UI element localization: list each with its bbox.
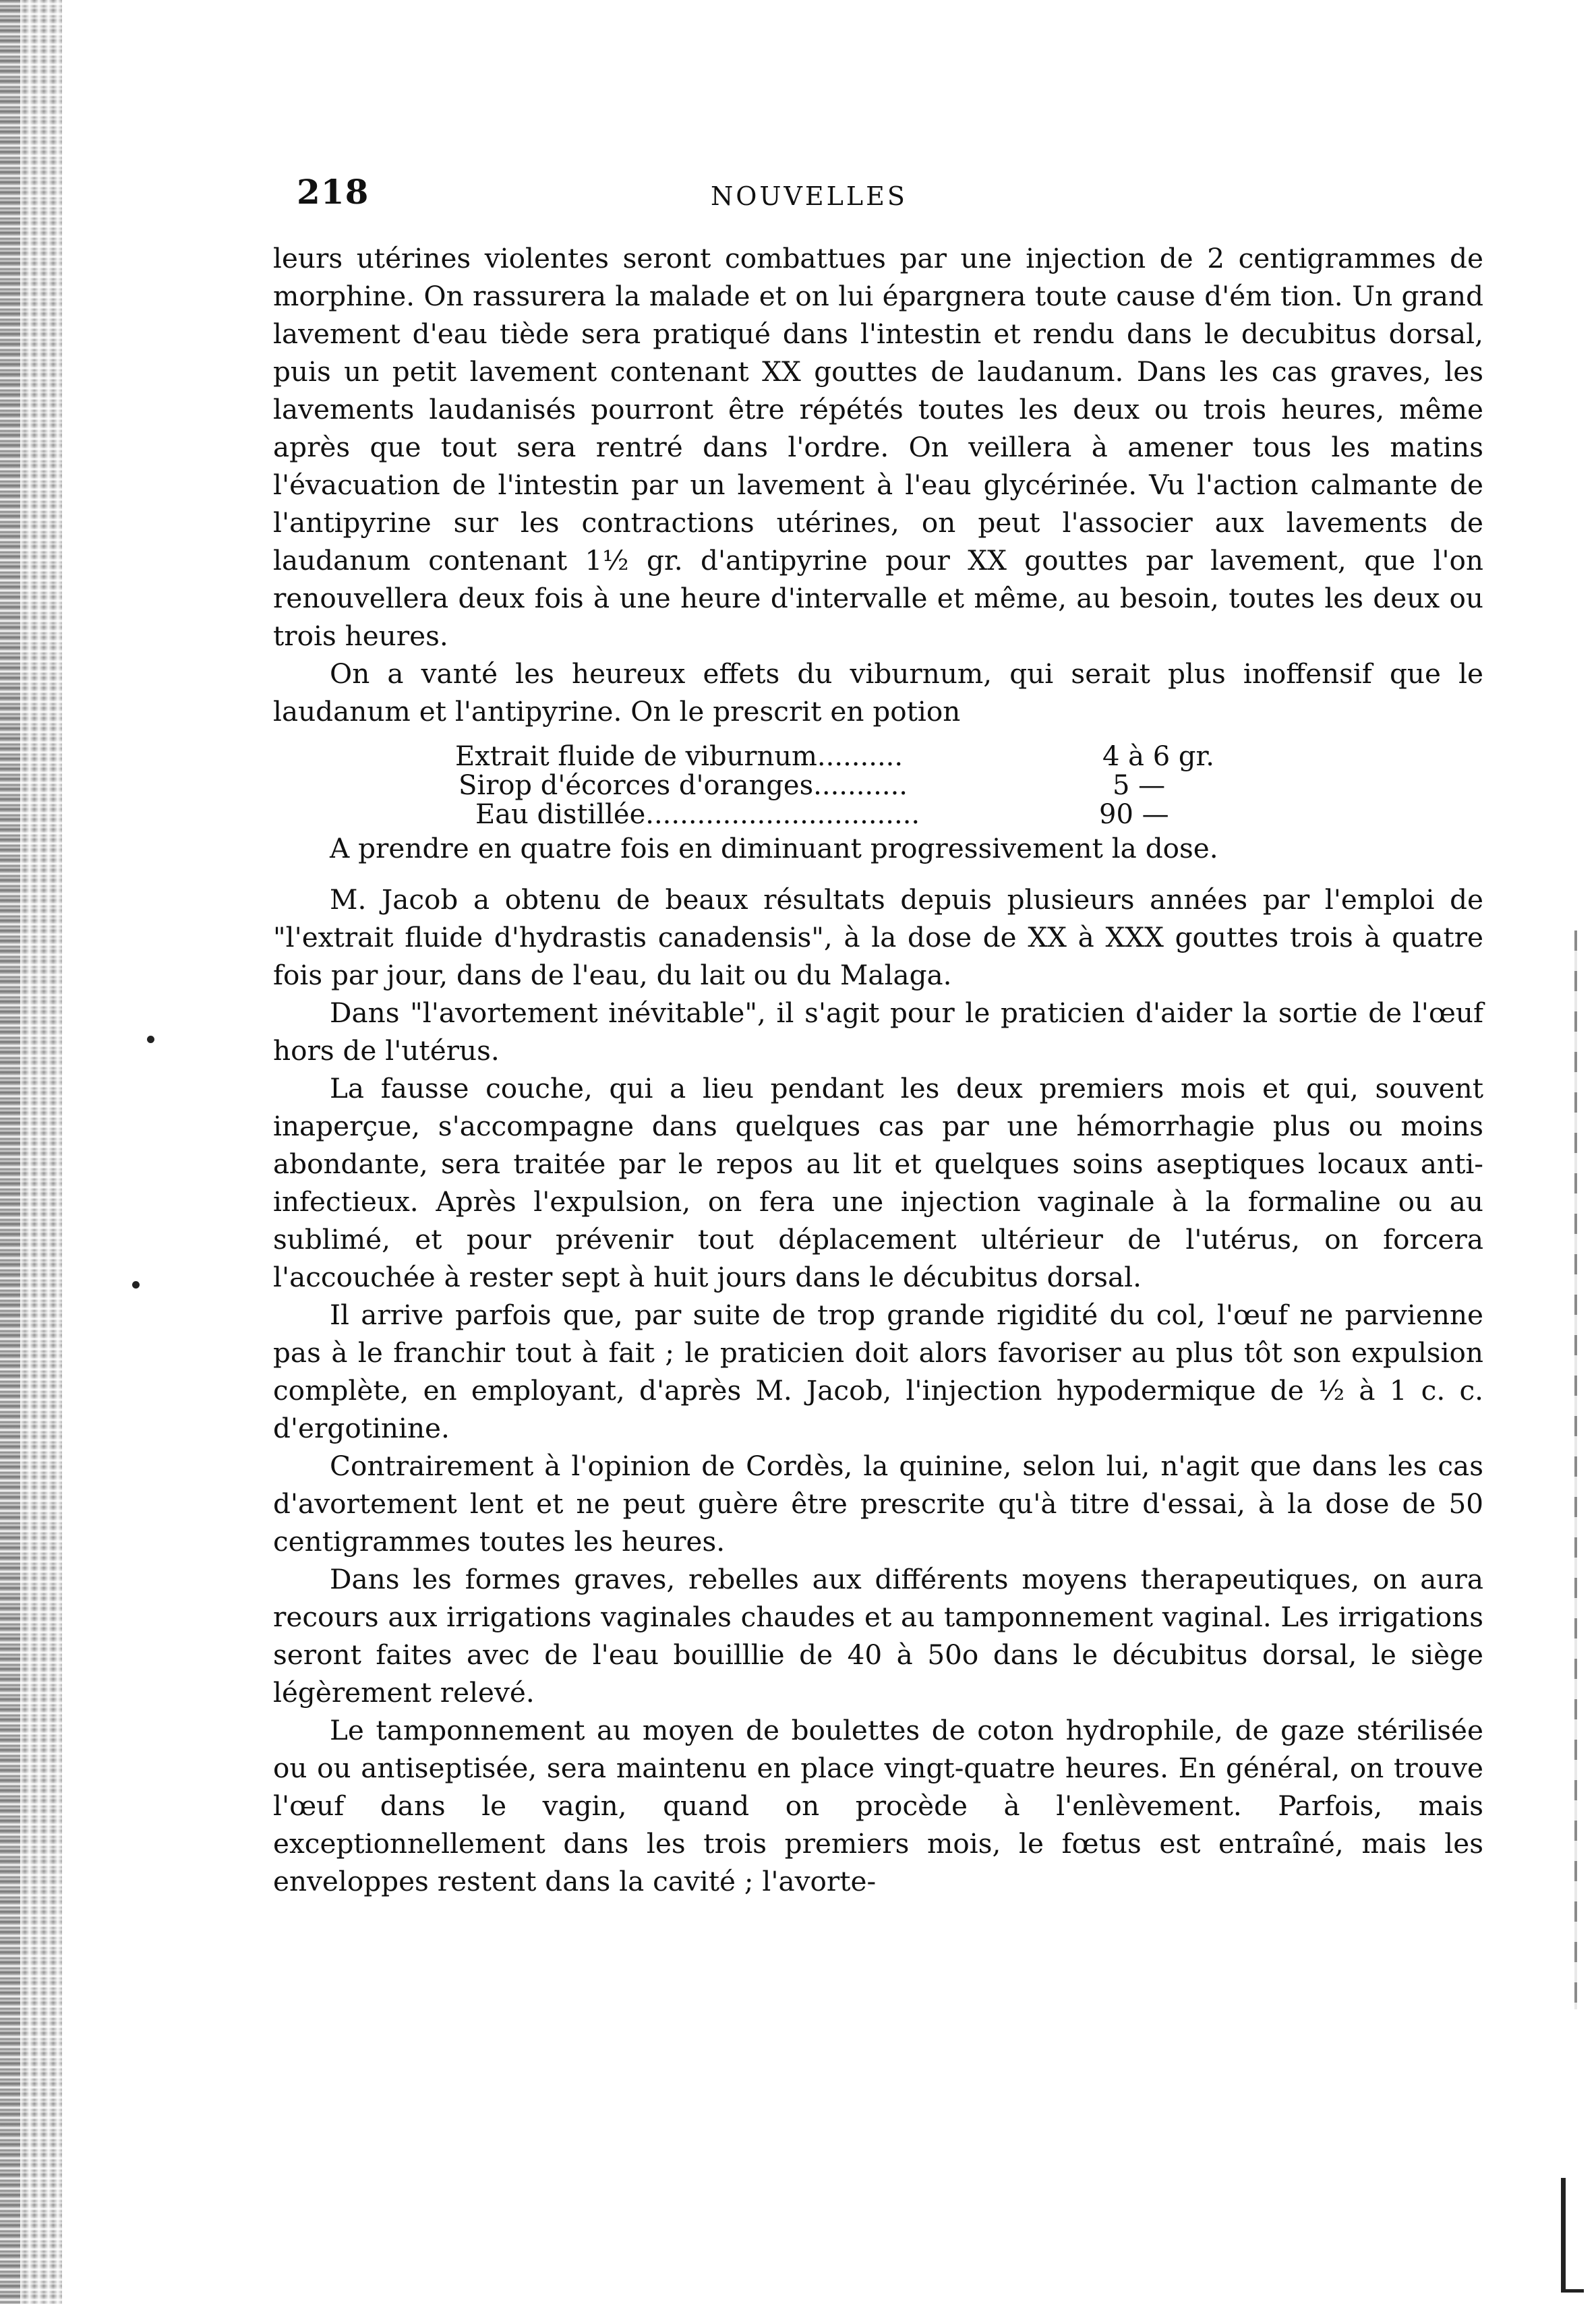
margin-mark <box>132 1281 140 1289</box>
scanned-binding-edge <box>0 0 62 2304</box>
ingredient-amount: 90 — <box>1099 799 1169 830</box>
prescription <box>273 742 1483 867</box>
ingredient-amount: 5 — <box>1113 770 1166 801</box>
ingredient-name: Eau distillée................................ <box>475 799 920 830</box>
ingredient-amount: 4 à 6 gr. <box>1102 741 1214 772</box>
paragraph: M. Jacob a obtenu de beaux résultats depuis plusieurs années par l'emploi de "l'extrait fluide d'hydrastis canadensis", à la dose de XX à XXX gouttes trois à quatre fois par jour, dans de l'eau, du lait ou du Malaga. <box>273 883 1483 991</box>
paragraph: On a vanté les heureux effets du viburnum, qui serait plus inoffensif que le laudanum et l'antipyrine. On le prescrit en potion <box>273 657 1483 728</box>
prescription-instruction: A prendre en quatre fois en diminuant progressivement la dose. <box>330 832 1218 864</box>
right-margin-bracket <box>1561 2178 1584 2293</box>
margin-mark <box>147 1036 154 1043</box>
prescription-row <box>273 771 1483 800</box>
paragraph: Contrairement à l'opinion de Cordès, la quinine, selon lui, n'agit que dans les cas d'avortement lent et ne peut guère être prescrite qu'à titre d'essai, à la dose de 50 centigrammes toutes les heures. <box>273 1450 1483 1558</box>
paragraph: Dans "l'avortement inévitable", il s'agit pour le praticien d'aider la sortie de l'œuf hors de l'utérus. <box>273 997 1483 1067</box>
paragraph: leurs utérines violentes seront combattues par une injection de 2 centigrammes de morphine. On rassurera la malade et on lui épargnera toute cause d'ém tion. Un grand lavement d'eau tiède sera pratiqué dans l'intestin et rendu dans le decubitus dorsal, puis un petit lavement contenant XX gouttes de laudanum. Dans les cas graves, les lavements laudanisés pourront être répétés toutes les deux ou trois heures, même après que tout sera rentré dans l'ordre. On veillera à amener tous les matins l'évacuation de l'intestin par un lavement à l'eau glycérinée. Vu l'action calmante de l'antipyrine sur les contractions utérines, on peut l'associer aux lavements de laudanum contenant 1½ gr. d'antipyrine pour XX gouttes par lavement, que l'on renouvellera deux fois à une heure d'intervalle et même, au besoin, toutes les deux ou trois heures. <box>273 242 1483 652</box>
prescription-row <box>273 742 1483 771</box>
paragraph: Dans les formes graves, rebelles aux différents moyens therapeutiques, on aura recours aux irrigations vaginales chaudes et au tamponnement vaginal. Les irrigations seront faites avec de l'eau bouilllie de 40 à 50o dans le décubitus dorsal, le siège légèrement relevé. <box>273 1563 1483 1709</box>
page-number: 218 <box>297 172 370 212</box>
paragraph: Il arrive parfois que, par suite de trop grande rigidité du col, l'œuf ne parvienne pas à le franchir tout à fait ; le praticien doit alors favoriser au plus tôt son expulsion complète, en employant, d'après M. Jacob, l'injection hypodermique de ½ à 1 c. c. d'ergotinine. <box>273 1299 1483 1444</box>
page-header <box>297 172 1596 226</box>
ingredient-name: Sirop d'écorces d'oranges........... <box>459 770 908 801</box>
ingredient-name: Extrait fluide de viburnum.......... <box>455 741 904 772</box>
body-text <box>273 239 1483 1900</box>
paragraph: La fausse couche, qui a lieu pendant les deux premiers mois et qui, souvent inaperçue, s'accompagne dans quelques cas par une hémorrhagie plus ou moins abondante, sera traitée par le repos au lit et quelques soins aseptiques locaux anti-infectieux. Après l'expulsion, on fera une injection vaginale à la formaline ou au sublimé, et pour prévenir tout déplacement ultérieur de l'utérus, on forcera l'accouchée à rester sept à huit jours dans le décubitus dorsal. <box>273 1072 1483 1293</box>
running-title: NOUVELLES <box>711 181 908 211</box>
right-margin-rule <box>1574 931 1577 2009</box>
paragraph: Le tamponnement au moyen de boulettes de coton hydrophile, de gaze stérilisée ou ou antiseptisée, sera maintenu en place vingt-quatre heures. En général, on trouve l'œuf dans le vagin, quand on procède à l'enlèvement. Parfois, mais exceptionnellement dans les trois premiers mois, le fœtus est entraîné, mais les enveloppes restent dans la cavité ; l'avorte- <box>273 1714 1483 1897</box>
prescription-row <box>273 800 1483 829</box>
